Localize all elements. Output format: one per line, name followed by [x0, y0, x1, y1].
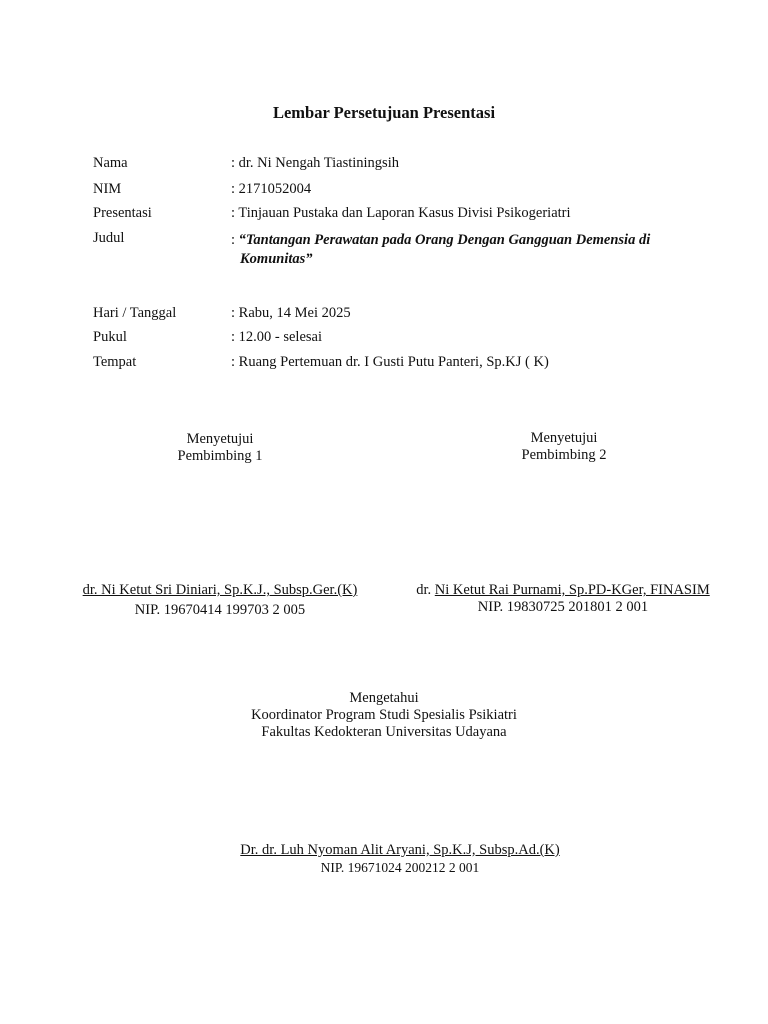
signature-right-prefix: dr. [416, 582, 435, 598]
presentasi-label: Presentasi [93, 205, 152, 221]
approval-right-line2: Pembimbing 2 [521, 447, 607, 463]
hari-value: : Rabu, 14 Mei 2025 [231, 305, 351, 321]
nama-value: : dr. Ni Nengah Tiastiningsih [231, 155, 399, 171]
approval-left-line1: Menyetujui [186, 431, 254, 447]
signature-left-nip: NIP. 19670414 199703 2 005 [134, 602, 306, 618]
judul-label: Judul [93, 230, 125, 246]
hari-label: Hari / Tanggal [93, 305, 177, 321]
signature-right-nip: NIP. 19830725 201801 2 001 [477, 599, 649, 615]
nim-value: : 2171052004 [231, 181, 312, 197]
signature-coordinator [0, 842, 768, 876]
nama-label: Nama [93, 155, 128, 171]
judul-value [231, 231, 681, 269]
signature-right-name-wrap [393, 582, 733, 599]
judul-line1: “Tantangan Perawatan pada Orang Dengan Gangguan Demensia di [238, 232, 651, 248]
nim-label: NIM [93, 181, 122, 197]
presentasi-value: : Tinjauan Pustaka dan Laporan Kasus Divisi Psikogeriatri [231, 205, 571, 221]
signature-right-name: Ni Ketut Rai Purnami, Sp.PD-KGer, FINASIM [434, 582, 710, 598]
acknowledgement-heading [0, 690, 768, 741]
pukul-value: : 12.00 - selesai [231, 329, 323, 345]
signature-left [60, 582, 380, 619]
tempat-label: Tempat [93, 354, 137, 370]
approval-left-heading [70, 431, 370, 465]
judul-line2: Komunitas” [240, 251, 313, 267]
coordinator-nip: NIP. 19671024 200212 2 001 [320, 860, 480, 875]
signature-left-name: dr. Ni Ketut Sri Diniari, Sp.K.J., Subsp.Ger.(K) [82, 582, 358, 598]
judul-colon: : [231, 232, 239, 248]
ack-line3: Fakultas Kedokteran Universitas Udayana [261, 724, 507, 740]
signature-right [393, 582, 733, 616]
tempat-value: : Ruang Pertemuan dr. I Gusti Putu Panteri, Sp.KJ ( K) [231, 354, 549, 370]
pukul-label: Pukul [93, 329, 127, 345]
approval-left-line2: Pembimbing 1 [177, 448, 263, 464]
coordinator-name: Dr. dr. Luh Nyoman Alit Aryani, Sp.K.J, Subsp.Ad.(K) [240, 842, 560, 858]
document-title: Lembar Persetujuan Presentasi [272, 103, 496, 122]
ack-line2: Koordinator Program Studi Spesialis Psikiatri [251, 707, 517, 723]
ack-line1: Mengetahui [349, 690, 419, 706]
approval-right-line1: Menyetujui [530, 430, 598, 446]
approval-right-heading [414, 430, 714, 464]
